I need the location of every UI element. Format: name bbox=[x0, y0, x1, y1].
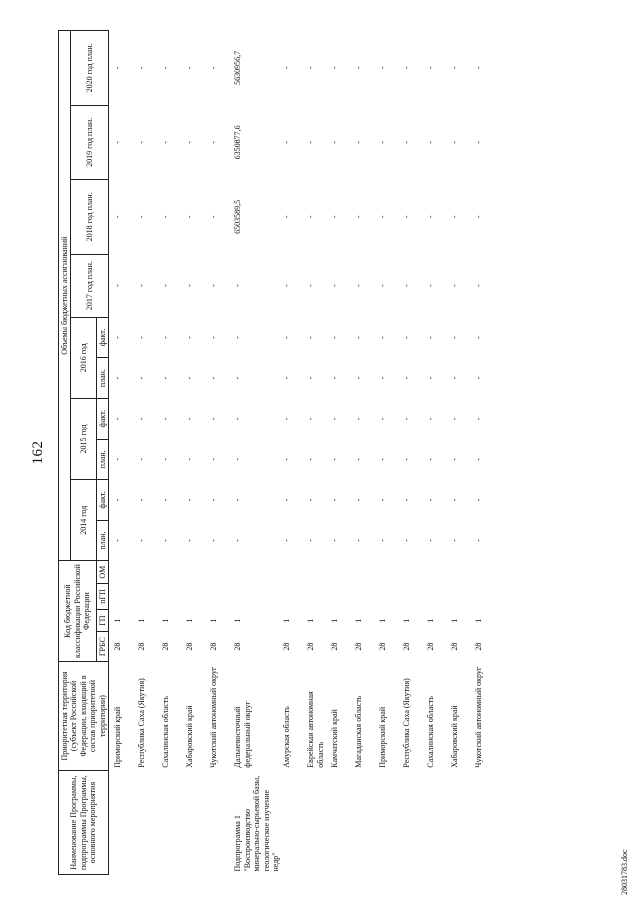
value-2018-plan: - bbox=[450, 215, 460, 219]
program-name-cell bbox=[136, 771, 160, 875]
value-2015-fact: - bbox=[330, 417, 340, 421]
program-name-cell: Подпрограмма 1 "Воспроизводство минерально-сырьевой базы, геологическое изучение недр" bbox=[233, 775, 280, 872]
value-2015-fact: - bbox=[233, 417, 243, 421]
header-code-pgp: пГП bbox=[96, 583, 108, 609]
pgp-cell bbox=[425, 583, 449, 609]
gp-cell: 1 bbox=[209, 618, 219, 623]
table-row bbox=[305, 31, 329, 875]
value-2016-plan: - bbox=[185, 376, 195, 380]
pgp-cell bbox=[208, 583, 232, 609]
value-2015-fact: - bbox=[306, 417, 316, 421]
value-2017-plan: - bbox=[113, 284, 123, 287]
value-2014-fact: - bbox=[113, 498, 123, 502]
value-2016-fact: - bbox=[161, 336, 171, 339]
grbs-cell: 28 bbox=[306, 642, 316, 651]
region-cell: Хабаровский край bbox=[450, 705, 460, 768]
program-name-cell bbox=[109, 771, 137, 875]
table-row bbox=[449, 31, 473, 875]
value-2015-plan: - bbox=[113, 458, 123, 461]
om-cell bbox=[329, 561, 353, 584]
value-2017-plan: - bbox=[282, 284, 292, 287]
value-2016-plan: - bbox=[233, 376, 243, 380]
gp-cell: 1 bbox=[450, 618, 460, 623]
grbs-cell: 28 bbox=[113, 642, 123, 651]
value-2017-plan: - bbox=[354, 284, 364, 287]
program-name-cell bbox=[305, 771, 329, 875]
region-cell: Республика Саха (Якутия) bbox=[402, 678, 412, 768]
table-header bbox=[59, 31, 109, 875]
value-2015-plan: - bbox=[474, 458, 484, 461]
gp-cell: 1 bbox=[306, 618, 316, 623]
value-2016-fact: - bbox=[330, 336, 340, 339]
om-cell bbox=[401, 561, 425, 584]
value-2014-fact: - bbox=[450, 498, 460, 502]
region-cell: Сахалинская область bbox=[161, 696, 171, 768]
value-2016-fact: - bbox=[474, 336, 484, 339]
gp-cell: 1 bbox=[137, 618, 147, 623]
table-row bbox=[425, 31, 449, 875]
header-year-2014: 2014 год bbox=[71, 480, 96, 561]
value-2015-plan: - bbox=[306, 458, 316, 461]
gp-cell: 1 bbox=[161, 618, 171, 623]
value-2020-plan: - bbox=[306, 66, 316, 70]
value-2017-plan: - bbox=[474, 284, 484, 287]
value-2015-fact: - bbox=[354, 417, 364, 421]
value-2016-fact: - bbox=[113, 336, 123, 339]
gp-cell: 1 bbox=[354, 618, 364, 623]
value-2014-plan: - bbox=[378, 539, 388, 542]
value-2014-plan: - bbox=[233, 539, 243, 542]
om-cell bbox=[184, 561, 208, 584]
value-2020-plan: - bbox=[282, 66, 292, 70]
header-code-gp: ГП bbox=[96, 609, 108, 632]
value-2014-plan: - bbox=[330, 539, 340, 542]
value-2014-fact: - bbox=[233, 498, 243, 502]
value-2016-fact: - bbox=[282, 336, 292, 339]
value-2019-plan: - bbox=[330, 141, 340, 144]
value-2015-fact: - bbox=[378, 417, 388, 421]
om-cell bbox=[425, 561, 449, 584]
value-2020-plan: - bbox=[113, 66, 123, 70]
pgp-cell bbox=[449, 583, 473, 609]
value-2020-plan: - bbox=[185, 66, 195, 70]
header-year-2017: 2017 год план. bbox=[71, 254, 109, 317]
value-2016-plan: - bbox=[354, 376, 364, 380]
value-2016-plan: - bbox=[450, 376, 460, 380]
grbs-cell: 28 bbox=[354, 642, 364, 651]
table-body bbox=[109, 31, 498, 875]
table-row bbox=[184, 31, 208, 875]
value-2017-plan: - bbox=[161, 284, 171, 287]
header-2015-fact: факт. bbox=[96, 398, 108, 439]
value-2017-plan: - bbox=[426, 284, 436, 287]
pgp-cell bbox=[232, 583, 281, 609]
gp-cell: 1 bbox=[378, 618, 388, 623]
value-2019-plan: - bbox=[137, 141, 147, 144]
table-row bbox=[401, 31, 425, 875]
value-2014-plan: - bbox=[185, 539, 195, 542]
value-2019-plan: - bbox=[282, 141, 292, 144]
header-budget-volumes: Объемы бюджетных ассигнований bbox=[59, 31, 71, 561]
region-cell: Еврейская автономная область bbox=[306, 691, 325, 768]
value-2016-plan: - bbox=[402, 376, 412, 380]
table-row bbox=[281, 31, 305, 875]
value-2016-fact: - bbox=[450, 336, 460, 339]
value-2016-fact: - bbox=[306, 336, 316, 339]
value-2020-plan: - bbox=[450, 66, 460, 70]
value-2017-plan: - bbox=[306, 284, 316, 287]
table-row bbox=[473, 31, 497, 875]
value-2017-plan: - bbox=[402, 284, 412, 287]
value-2014-plan: - bbox=[137, 539, 147, 542]
table-row bbox=[353, 31, 377, 875]
grbs-cell: 28 bbox=[402, 642, 412, 651]
value-2017-plan: - bbox=[330, 284, 340, 287]
pgp-cell bbox=[281, 583, 305, 609]
header-2016-plan: план. bbox=[96, 358, 108, 399]
om-cell bbox=[449, 561, 473, 584]
om-cell bbox=[305, 561, 329, 584]
value-2015-plan: - bbox=[161, 458, 171, 461]
value-2016-fact: - bbox=[137, 336, 147, 339]
region-cell: Приморский край bbox=[378, 706, 388, 768]
value-2018-plan: - bbox=[113, 215, 123, 219]
value-2019-plan: - bbox=[185, 141, 195, 144]
value-2018-plan: - bbox=[282, 215, 292, 219]
value-2016-plan: - bbox=[306, 376, 316, 380]
value-2017-plan: - bbox=[450, 284, 460, 287]
pgp-cell bbox=[401, 583, 425, 609]
header-2014-fact: факт. bbox=[96, 480, 108, 521]
grbs-cell: 28 bbox=[161, 642, 171, 651]
value-2016-fact: - bbox=[378, 336, 388, 339]
value-2014-plan: - bbox=[161, 539, 171, 542]
value-2015-plan: - bbox=[450, 458, 460, 461]
gp-cell: 1 bbox=[402, 618, 412, 623]
value-2015-plan: - bbox=[233, 458, 243, 461]
header-priority-territory: Приоритетная территория (субъект Российской Федерации, входящий в состав приоритетной территории) bbox=[59, 661, 109, 770]
value-2016-plan: - bbox=[474, 376, 484, 380]
pgp-cell bbox=[305, 583, 329, 609]
value-2016-plan: - bbox=[137, 376, 147, 380]
program-name-cell bbox=[401, 771, 425, 875]
value-2015-plan: - bbox=[378, 458, 388, 461]
value-2018-plan: - bbox=[474, 215, 484, 219]
value-2015-plan: - bbox=[402, 458, 412, 461]
value-2017-plan: - bbox=[137, 284, 147, 287]
program-name-cell bbox=[281, 771, 305, 875]
value-2014-fact: - bbox=[378, 498, 388, 502]
region-cell: Чукотский автономный округ bbox=[474, 666, 484, 768]
value-2014-fact: - bbox=[137, 498, 147, 502]
value-2020-plan: - bbox=[474, 66, 484, 70]
table-row bbox=[377, 31, 401, 875]
pgp-cell bbox=[329, 583, 353, 609]
region-cell: Магаданская область bbox=[354, 695, 364, 768]
value-2016-plan: - bbox=[161, 376, 171, 380]
program-name-cell bbox=[473, 771, 497, 875]
value-2020-plan: 5630956,7 bbox=[233, 50, 243, 85]
region-cell: Амурская область bbox=[282, 706, 292, 768]
value-2014-plan: - bbox=[209, 539, 219, 542]
value-2015-fact: - bbox=[209, 417, 219, 421]
value-2018-plan: - bbox=[209, 215, 219, 219]
header-year-2020: 2020 год план. bbox=[71, 31, 109, 106]
value-2016-fact: - bbox=[233, 336, 243, 339]
value-2016-plan: - bbox=[209, 376, 219, 380]
table-row bbox=[136, 31, 160, 875]
value-2017-plan: - bbox=[185, 284, 195, 287]
value-2019-plan: - bbox=[426, 141, 436, 144]
program-name-cell bbox=[184, 771, 208, 875]
header-code-grbs: ГРБС bbox=[96, 632, 108, 661]
value-2020-plan: - bbox=[137, 66, 147, 70]
value-2014-fact: - bbox=[330, 498, 340, 502]
value-2014-plan: - bbox=[282, 539, 292, 542]
value-2016-fact: - bbox=[354, 336, 364, 339]
value-2018-plan: 6503589,5 bbox=[233, 199, 243, 234]
grbs-cell: 28 bbox=[450, 642, 460, 651]
gp-cell: 1 bbox=[330, 618, 340, 623]
value-2017-plan: - bbox=[209, 284, 219, 287]
program-name-cell bbox=[329, 771, 353, 875]
value-2014-fact: - bbox=[426, 498, 436, 502]
grbs-cell: 28 bbox=[209, 642, 219, 651]
value-2016-fact: - bbox=[185, 336, 195, 339]
om-cell bbox=[377, 561, 401, 584]
value-2014-fact: - bbox=[306, 498, 316, 502]
value-2019-plan: - bbox=[113, 141, 123, 144]
value-2015-plan: - bbox=[185, 458, 195, 461]
grbs-cell: 28 bbox=[137, 642, 147, 651]
program-name-cell bbox=[160, 771, 184, 875]
program-name-cell bbox=[449, 771, 473, 875]
value-2015-plan: - bbox=[209, 458, 219, 461]
header-year-2019: 2019 год план. bbox=[71, 105, 109, 179]
region-cell: Хабаровский край bbox=[185, 705, 195, 768]
value-2015-fact: - bbox=[426, 417, 436, 421]
gp-cell: 1 bbox=[426, 618, 436, 623]
value-2018-plan: - bbox=[330, 215, 340, 219]
om-cell bbox=[136, 561, 160, 584]
value-2015-fact: - bbox=[185, 417, 195, 421]
value-2017-plan: - bbox=[233, 284, 243, 287]
header-year-2015: 2015 год bbox=[71, 398, 96, 479]
om-cell bbox=[232, 561, 281, 584]
grbs-cell: 28 bbox=[233, 642, 243, 651]
pgp-cell bbox=[109, 583, 137, 609]
value-2014-fact: - bbox=[474, 498, 484, 502]
budget-table bbox=[58, 30, 497, 875]
value-2015-plan: - bbox=[354, 458, 364, 461]
value-2015-plan: - bbox=[426, 458, 436, 461]
pgp-cell bbox=[160, 583, 184, 609]
region-cell: Приморский край bbox=[113, 706, 123, 768]
pgp-cell bbox=[184, 583, 208, 609]
value-2019-plan: - bbox=[474, 141, 484, 144]
value-2015-plan: - bbox=[282, 458, 292, 461]
value-2015-fact: - bbox=[282, 417, 292, 421]
value-2014-plan: - bbox=[113, 539, 123, 542]
table-row bbox=[160, 31, 184, 875]
value-2020-plan: - bbox=[378, 66, 388, 70]
grbs-cell: 28 bbox=[282, 642, 292, 651]
value-2020-plan: - bbox=[161, 66, 171, 70]
header-year-2018: 2018 год план. bbox=[71, 180, 109, 254]
header-2015-plan: план. bbox=[96, 439, 108, 480]
region-cell: Республика Саха (Якутия) bbox=[137, 678, 147, 768]
table-row bbox=[109, 31, 137, 875]
header-code-om: ОМ bbox=[96, 561, 108, 584]
value-2014-plan: - bbox=[474, 539, 484, 542]
value-2019-plan: - bbox=[306, 141, 316, 144]
value-2016-fact: - bbox=[209, 336, 219, 339]
value-2016-plan: - bbox=[378, 376, 388, 380]
value-2020-plan: - bbox=[330, 66, 340, 70]
value-2018-plan: - bbox=[161, 215, 171, 219]
value-2016-plan: - bbox=[282, 376, 292, 380]
value-2018-plan: - bbox=[354, 215, 364, 219]
value-2019-plan: - bbox=[378, 141, 388, 144]
value-2019-plan: - bbox=[161, 141, 171, 144]
value-2016-fact: - bbox=[426, 336, 436, 339]
gp-cell: 1 bbox=[282, 618, 292, 623]
value-2015-plan: - bbox=[330, 458, 340, 461]
value-2019-plan: 6350877,6 bbox=[233, 125, 243, 160]
om-cell bbox=[353, 561, 377, 584]
value-2016-fact: - bbox=[402, 336, 412, 339]
pgp-cell bbox=[473, 583, 497, 609]
value-2019-plan: - bbox=[402, 141, 412, 144]
value-2015-fact: - bbox=[113, 417, 123, 421]
program-name-cell bbox=[425, 771, 449, 875]
om-cell bbox=[281, 561, 305, 584]
value-2015-fact: - bbox=[474, 417, 484, 421]
value-2018-plan: - bbox=[137, 215, 147, 219]
gp-cell: 1 bbox=[474, 618, 484, 623]
region-cell: Дальневосточный федеральный округ bbox=[233, 701, 252, 768]
grbs-cell: 28 bbox=[378, 642, 388, 651]
value-2019-plan: - bbox=[450, 141, 460, 144]
value-2015-plan: - bbox=[137, 458, 147, 461]
header-2014-plan: план. bbox=[96, 520, 108, 561]
program-name-cell bbox=[353, 771, 377, 875]
table-row bbox=[232, 31, 281, 875]
grbs-cell: 28 bbox=[426, 642, 436, 651]
value-2015-fact: - bbox=[137, 417, 147, 421]
value-2014-fact: - bbox=[402, 498, 412, 502]
table-row bbox=[208, 31, 232, 875]
value-2014-plan: - bbox=[402, 539, 412, 542]
value-2016-plan: - bbox=[113, 376, 123, 380]
value-2014-plan: - bbox=[354, 539, 364, 542]
value-2016-plan: - bbox=[426, 376, 436, 380]
pgp-cell bbox=[136, 583, 160, 609]
header-budget-code: Код бюджетной классификации Российской Федерации bbox=[59, 561, 97, 661]
value-2014-plan: - bbox=[306, 539, 316, 542]
gp-cell: 1 bbox=[113, 618, 123, 623]
header-program-name: Наименование Программы, подпрограммы Программы, основного мероприятия bbox=[59, 771, 109, 875]
page-number: 162 bbox=[30, 440, 46, 465]
value-2020-plan: - bbox=[402, 66, 412, 70]
value-2015-fact: - bbox=[450, 417, 460, 421]
value-2017-plan: - bbox=[378, 284, 388, 287]
value-2014-fact: - bbox=[161, 498, 171, 502]
grbs-cell: 28 bbox=[474, 642, 484, 651]
header-year-2016: 2016 год bbox=[71, 317, 96, 398]
region-cell: Сахалинская область bbox=[426, 696, 436, 768]
grbs-cell: 28 bbox=[185, 642, 195, 651]
document-footer: 28031783.doc bbox=[620, 849, 629, 895]
grbs-cell: 28 bbox=[330, 642, 340, 651]
om-cell bbox=[473, 561, 497, 584]
pgp-cell bbox=[353, 583, 377, 609]
pgp-cell bbox=[377, 583, 401, 609]
region-cell: Камчатский край bbox=[330, 709, 340, 768]
value-2018-plan: - bbox=[185, 215, 195, 219]
value-2015-fact: - bbox=[161, 417, 171, 421]
value-2014-fact: - bbox=[185, 498, 195, 502]
program-name-cell bbox=[208, 771, 232, 875]
value-2018-plan: - bbox=[426, 215, 436, 219]
value-2014-fact: - bbox=[282, 498, 292, 502]
value-2020-plan: - bbox=[426, 66, 436, 70]
gp-cell: 1 bbox=[185, 618, 195, 623]
value-2018-plan: - bbox=[306, 215, 316, 219]
value-2015-fact: - bbox=[402, 417, 412, 421]
header-2016-fact: факт. bbox=[96, 317, 108, 358]
value-2014-fact: - bbox=[354, 498, 364, 502]
om-cell bbox=[208, 561, 232, 584]
region-cell: Чукотский автономный округ bbox=[209, 666, 219, 768]
gp-cell: 1 bbox=[233, 618, 243, 623]
value-2014-fact: - bbox=[209, 498, 219, 502]
om-cell bbox=[109, 561, 137, 584]
value-2020-plan: - bbox=[209, 66, 219, 70]
value-2014-plan: - bbox=[426, 539, 436, 542]
value-2016-plan: - bbox=[330, 376, 340, 380]
value-2014-plan: - bbox=[450, 539, 460, 542]
value-2018-plan: - bbox=[402, 215, 412, 219]
value-2019-plan: - bbox=[209, 141, 219, 144]
program-name-cell bbox=[377, 771, 401, 875]
om-cell bbox=[160, 561, 184, 584]
value-2018-plan: - bbox=[378, 215, 388, 219]
value-2020-plan: - bbox=[354, 66, 364, 70]
value-2019-plan: - bbox=[354, 141, 364, 144]
table-row bbox=[329, 31, 353, 875]
